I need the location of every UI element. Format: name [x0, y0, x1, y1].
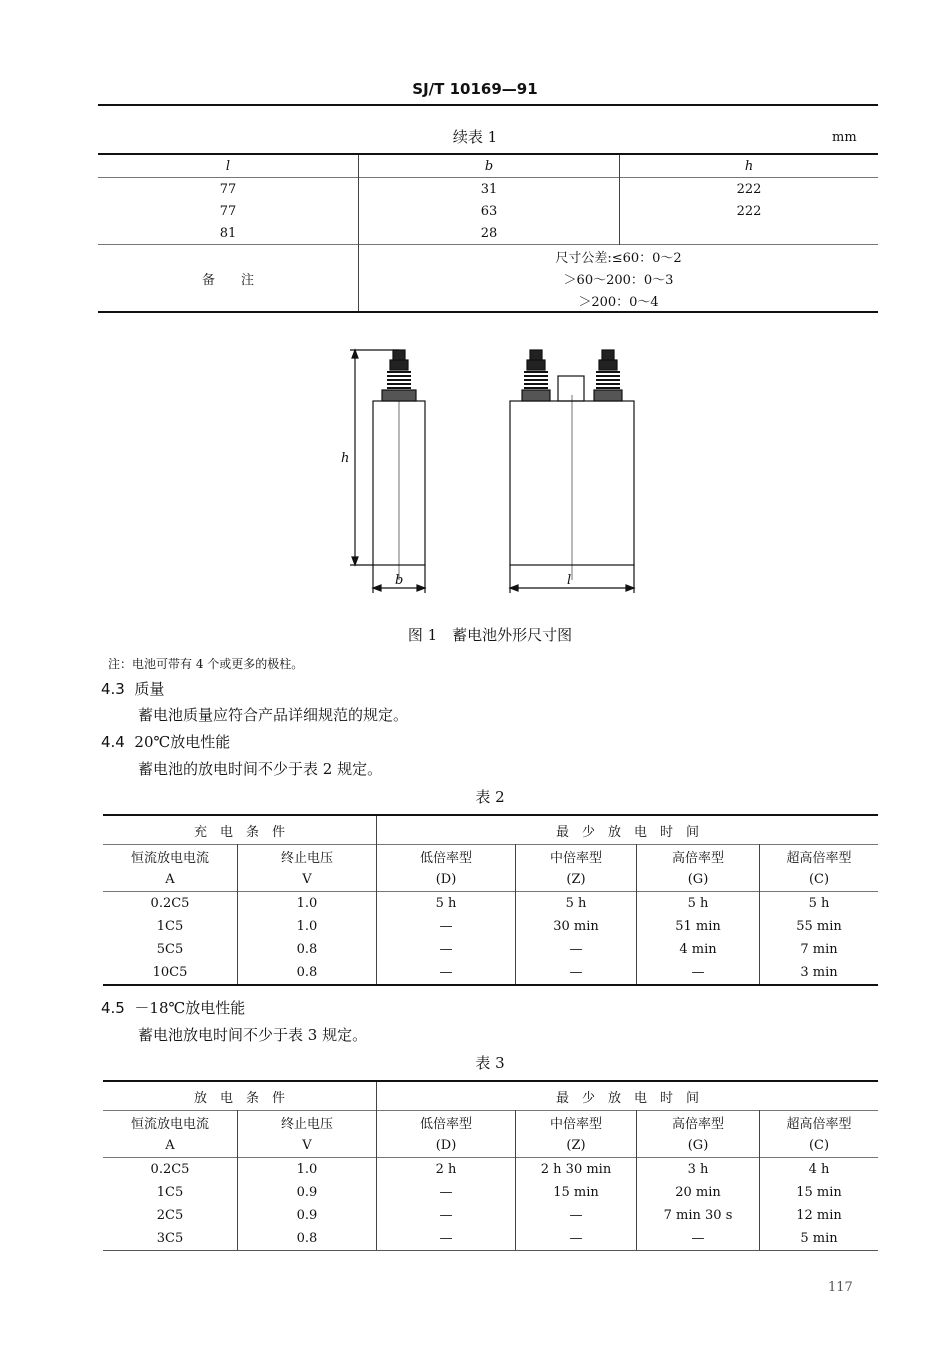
table-cell: 51 min — [637, 915, 760, 938]
label-h: h — [341, 451, 350, 466]
terminal-spring — [387, 350, 411, 388]
col-subheader: (C) — [808, 1138, 830, 1153]
table-cell: 30 min — [516, 915, 637, 938]
col-header: 恒流放电电流 — [103, 1111, 238, 1135]
col-subheader: (G) — [637, 1134, 760, 1158]
table-cell: 0.9 — [238, 1204, 377, 1227]
vent-cap — [558, 376, 584, 401]
table-cell: — — [377, 938, 516, 961]
col-header: 低倍率型 — [377, 845, 516, 869]
table-cell: — — [516, 938, 637, 961]
table-row — [103, 845, 878, 869]
section-title: 20℃放电性能 — [134, 733, 231, 751]
table-cell: 3 h — [637, 1158, 760, 1182]
section-4-3-heading — [101, 678, 164, 699]
col-header: 中倍率型 — [516, 1111, 637, 1135]
table2-title: 表 2 — [475, 788, 505, 806]
col-header-h: h — [620, 154, 879, 178]
section-number: 4.5 — [101, 999, 125, 1017]
table-cell: 5 h — [760, 892, 879, 916]
table-row — [103, 868, 878, 892]
table-row — [103, 1158, 878, 1182]
table-cell: — — [637, 961, 760, 985]
figure-caption: 图 1 蓄电池外形尺寸图 — [407, 626, 573, 644]
table-cell: 2C5 — [103, 1204, 238, 1227]
col-subheader: A — [103, 1134, 238, 1158]
col-subheader: V — [238, 868, 377, 892]
table-row — [103, 1111, 878, 1135]
table-cell: 4 h — [760, 1158, 879, 1182]
table-cell: 1.0 — [238, 892, 377, 916]
table-cell: 2 h — [377, 1158, 516, 1182]
table-cell: — — [637, 1227, 760, 1251]
table-cell: — — [377, 1227, 516, 1251]
table-row — [103, 892, 878, 916]
table-cell: 1.0 — [238, 1158, 377, 1182]
table-row — [103, 1204, 878, 1227]
table-row — [103, 1227, 878, 1251]
section-title: －18℃放电性能 — [134, 999, 246, 1017]
table-cell: 0.8 — [238, 938, 377, 961]
table-row — [98, 222, 878, 245]
table-cell: 12 min — [796, 1208, 842, 1223]
table-row — [103, 915, 878, 938]
remark-line: 尺寸公差:≤60：0～2 — [359, 245, 879, 268]
table-cell: 1C5 — [103, 1181, 238, 1204]
label-b: b — [395, 573, 404, 588]
col-header: 中倍率型 — [516, 845, 637, 869]
section-4-5-body: 蓄电池放电时间不少于表 3 规定。 — [138, 1026, 368, 1044]
col-subheader: (D) — [377, 1134, 516, 1158]
col-header: 恒流放电电流 — [103, 845, 238, 869]
table-row — [103, 1081, 878, 1111]
remark-label: 备 注 — [98, 245, 359, 313]
document-id: SJ/T 10169—91 — [412, 80, 538, 98]
table-cell: 20 min — [637, 1181, 760, 1204]
table-cell: 0.2C5 — [103, 892, 238, 916]
table-cell: 5 h — [377, 892, 516, 916]
table-row — [98, 154, 878, 178]
table1-title: 续表 1 — [452, 128, 498, 146]
table-row — [103, 1134, 878, 1158]
table-cell: 1C5 — [103, 915, 238, 938]
table3-title: 表 3 — [475, 1054, 505, 1072]
table-cell: 15 min — [796, 1185, 842, 1200]
terminal-base — [382, 390, 416, 401]
terminal-right — [594, 350, 622, 401]
group-header: 最 少 放 电 时 间 — [377, 815, 879, 845]
col-header: 终止电压 — [238, 1111, 377, 1135]
table-cell: 0.9 — [238, 1181, 377, 1204]
table-cell: 1.0 — [238, 915, 377, 938]
table-cell: 5C5 — [103, 938, 238, 961]
remark-line: ＞60～200：0～3 — [563, 272, 674, 288]
section-title: 质量 — [134, 680, 165, 698]
table-cell: 7 min — [800, 942, 838, 957]
table-cell: 4 min — [637, 938, 760, 961]
table-cell: 63 — [359, 200, 620, 222]
table-cell: 3C5 — [103, 1227, 238, 1251]
table-row — [103, 961, 878, 985]
section-4-3-body: 蓄电池质量应符合产品详细规范的规定。 — [138, 706, 409, 724]
table-cell: 5 h — [637, 892, 760, 916]
table-cell — [620, 222, 879, 245]
table-cell: — — [516, 961, 637, 985]
col-subheader: (G) — [637, 868, 760, 892]
group-header: 最 少 放 电 时 间 — [377, 1081, 879, 1111]
table-cell: — — [377, 1204, 516, 1227]
table-row — [103, 938, 878, 961]
section-4-4-heading — [101, 731, 230, 752]
table1-unit: mm — [832, 130, 857, 145]
col-header: 终止电压 — [238, 845, 377, 869]
col-subheader: (D) — [377, 868, 516, 892]
section-number: 4.4 — [101, 733, 125, 751]
table-cell: 2 h 30 min — [516, 1158, 637, 1182]
group-header: 充 电 条 件 — [103, 815, 377, 845]
table-cell: — — [516, 1204, 637, 1227]
table-row — [103, 815, 878, 845]
col-header: 超高倍率型 — [760, 845, 879, 869]
table-cell: 5 h — [516, 892, 637, 916]
table-cell: 28 — [359, 222, 620, 245]
col-subheader: (Z) — [516, 1134, 637, 1158]
table-cell: 222 — [736, 203, 762, 219]
section-4-4-body: 蓄电池的放电时间不少于表 2 规定。 — [138, 760, 383, 778]
table-cell: 77 — [98, 178, 359, 201]
table2 — [103, 814, 878, 986]
terminal-left — [522, 350, 550, 401]
figure-note: 注：电池可带有 4 个或更多的极柱。 — [108, 657, 304, 671]
table-row — [98, 178, 878, 201]
table-cell: 7 min 30 s — [637, 1204, 760, 1227]
table-cell: 0.8 — [238, 1227, 377, 1251]
col-subheader: (Z) — [516, 868, 637, 892]
table-cell: 0.2C5 — [103, 1158, 238, 1182]
table-cell: 10C5 — [103, 961, 238, 985]
table-cell: 77 — [98, 200, 359, 222]
table-cell: 0.8 — [238, 961, 377, 985]
table1 — [98, 153, 878, 313]
section-number: 4.3 — [101, 680, 125, 698]
table-cell: — — [377, 915, 516, 938]
col-subheader: A — [103, 868, 238, 892]
group-header: 放 电 条 件 — [103, 1081, 377, 1111]
table-row — [98, 200, 878, 222]
col-header: 低倍率型 — [377, 1111, 516, 1135]
battery-dimension-figure — [330, 340, 650, 600]
col-header: 高倍率型 — [637, 1111, 760, 1135]
table-row — [103, 1181, 878, 1204]
col-header: 高倍率型 — [637, 845, 760, 869]
col-subheader: (C) — [808, 872, 830, 887]
col-header-l: l — [98, 154, 359, 178]
table-cell: — — [377, 961, 516, 985]
section-4-5-heading — [101, 997, 245, 1018]
label-l: l — [567, 573, 572, 588]
table-cell: — — [516, 1227, 637, 1251]
col-header-b: b — [359, 154, 620, 178]
col-header: 超高倍率型 — [760, 1111, 879, 1135]
header-rule — [98, 104, 878, 106]
table-cell: 222 — [620, 178, 879, 201]
table-cell: 5 min — [760, 1227, 879, 1251]
page-number: 117 — [828, 1280, 853, 1295]
table-cell: 31 — [359, 178, 620, 201]
table-cell: 81 — [98, 222, 359, 245]
remark-line: ＞200：0～4 — [359, 289, 879, 312]
table-cell: 3 min — [760, 961, 879, 985]
table3 — [103, 1080, 878, 1251]
table-cell: 15 min — [516, 1181, 637, 1204]
table-cell: — — [377, 1181, 516, 1204]
table-cell: 55 min — [796, 919, 842, 934]
table-row — [98, 245, 878, 268]
col-subheader: V — [238, 1134, 377, 1158]
